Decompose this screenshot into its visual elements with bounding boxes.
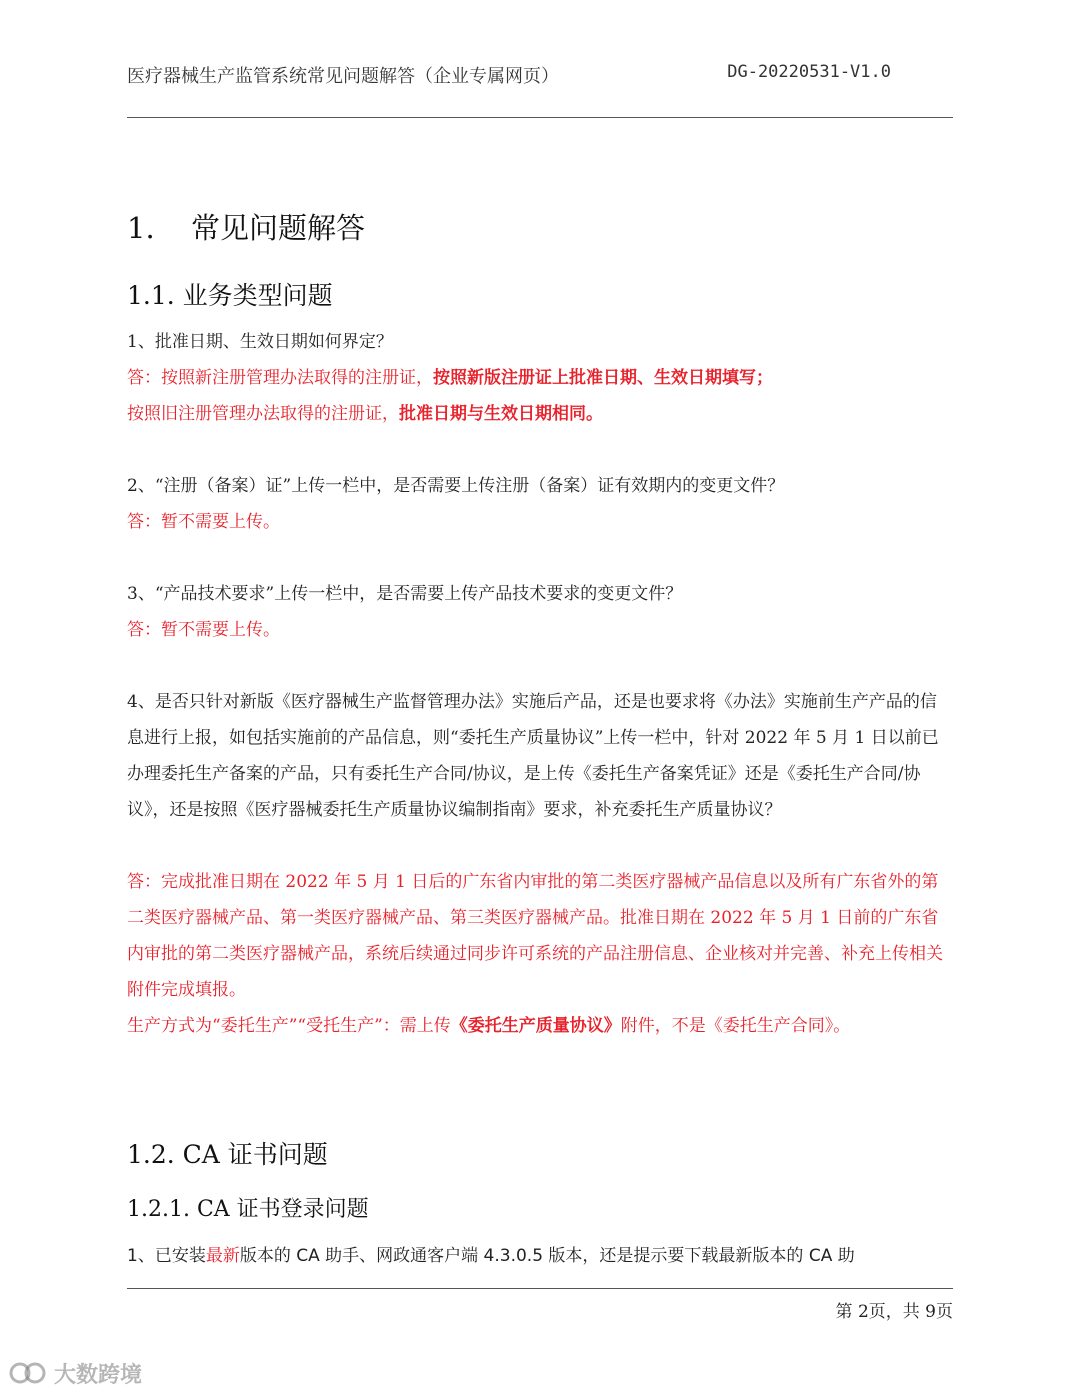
ca-q1-question: [127, 1238, 953, 1274]
footer-divider: [127, 1288, 953, 1289]
q1-answer-line1-bold: 按照新版注册证上批准日期、生效日期填写；: [433, 368, 773, 388]
q3-answer: 答：暂不需要上传。: [127, 620, 280, 640]
q4-question: 4、是否只针对新版《医疗器械生产监督管理办法》实施后产品，还是也要求将《办法》实施前生产产品的信息进行上报，如包括实施前的产品信息，则“委托生产质量协议”上传一栏中，针对 2022 年 5 月 1 日以前已办理委托生产备案的产品，只有委托生产合同/协议，是上传《委托生产备案凭证》还是《委托生产合同/协议》，还是按照《医疗器械委托生产质量协议编制指南》要求，补充委托生产质量协议？: [127, 692, 939, 820]
section-1-title: 常见问题解答: [191, 211, 366, 245]
q1-answer-line2: 按照旧注册管理办法取得的注册证，: [127, 404, 399, 424]
header-divider: [127, 117, 953, 118]
watermark-logo-icon: [8, 1360, 48, 1386]
page-header: [127, 62, 953, 90]
section-1-1-heading: 1.1. 业务类型问题: [127, 281, 333, 310]
q4-answer: 答：完成批准日期在 2022 年 5 月 1 日后的广东省内审批的第二类医疗器械产品信息以及所有广东省外的第二类医疗器械产品、第一类医疗器械产品、第三类医疗器械产品。批准日期在 2022 年 5 月 1 日前的广东省内审批的第二类医疗器械产品，系统后续通过同步许可系统的产品注册信息、企业核对并完善、补充上传相关附件完成填报。: [127, 872, 943, 1000]
q1-question: 1、批准日期、生效日期如何界定？: [127, 332, 393, 352]
section-1-2-heading: 1.2. CA 证书问题: [127, 1140, 328, 1169]
header-doc-id: DG-20220531-V1.0: [727, 62, 891, 82]
q4-note-text2: 附件，不是《委托生产合同》。: [620, 1016, 851, 1036]
q2-answer: 答：暂不需要上传。: [127, 512, 280, 532]
section-1-2-1-heading: 1.2.1. CA 证书登录问题: [127, 1197, 369, 1222]
watermark-text: 大数跨境: [54, 1362, 143, 1388]
section-1-number: 1.: [127, 211, 155, 245]
q2-question: 2、“注册（备案）证”上传一栏中，是否需要上传注册（备案）证有效期内的变更文件？: [127, 476, 785, 496]
header-title: 医疗器械生产监管系统常见问题解答（企业专属网页）: [127, 66, 559, 87]
q4-note-text1: 生产方式为“委托生产”“受托生产”：需上传: [127, 1016, 451, 1036]
section-1-heading: [127, 206, 365, 247]
q3-question: 3、“产品技术要求”上传一栏中，是否需要上传产品技术要求的变更文件？: [127, 584, 683, 604]
ca-q1-prefix: 1、已安装: [127, 1246, 206, 1266]
q4-note-bold: 《委托生产质量协议》: [450, 1016, 621, 1036]
watermark: [8, 1356, 142, 1390]
q4-note: [127, 1008, 917, 1044]
q1-answer: [127, 360, 953, 432]
page-number: 第 2页，共 9页: [835, 1302, 953, 1322]
ca-q1-suffix: 版本的 CA 助手、网政通客户端 4.3.0.5 版本，还是提示要下载最新版本的 CA 助: [239, 1246, 855, 1266]
ca-q1-highlight: 最新: [205, 1246, 240, 1266]
q1-answer-line2-bold: 批准日期与生效日期相同。: [399, 404, 603, 424]
q1-answer-line1: 答：按照新注册管理办法取得的注册证，: [127, 368, 433, 388]
